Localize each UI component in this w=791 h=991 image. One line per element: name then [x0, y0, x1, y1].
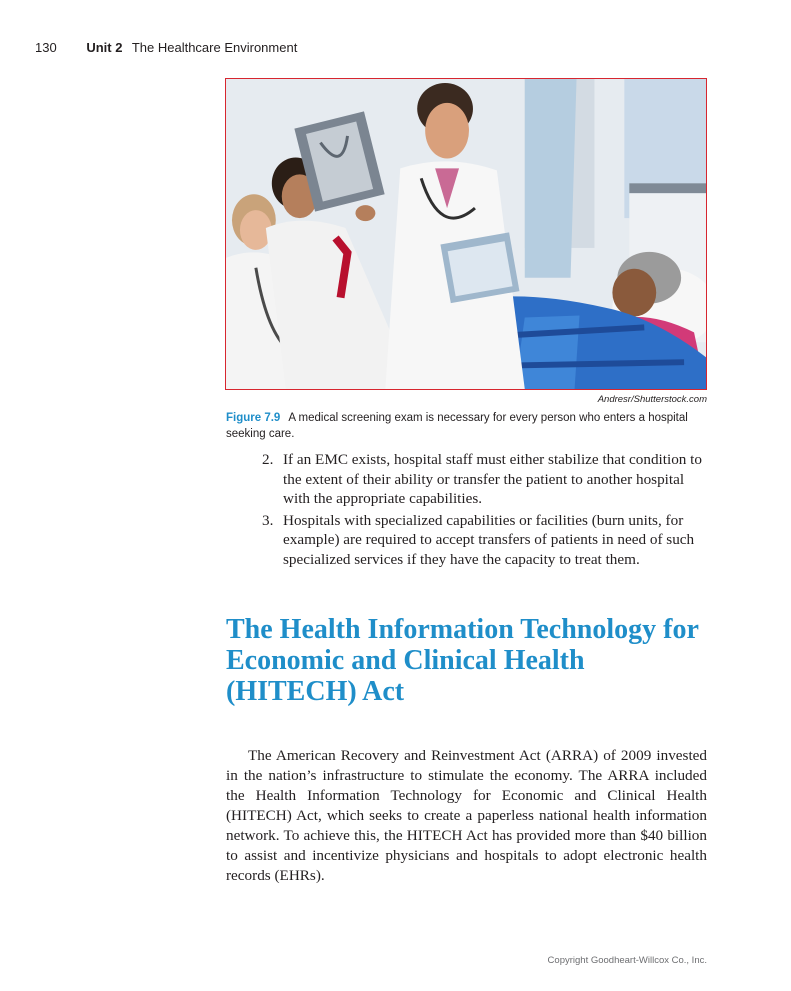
list-item-number: 3.	[262, 511, 274, 529]
figure-caption	[226, 410, 706, 442]
list-item-text: Hospitals with specialized capabilities or facilities (burn units, for example) are required to accept transfers of patients in need of such specialized services if they have the capacity to treat them.	[283, 511, 695, 568]
list-item-number: 2.	[262, 451, 274, 468]
list-item	[262, 511, 708, 570]
section-heading: The Health Information Technology for Economic and Clinical Health (HITECH) Act	[226, 614, 699, 707]
unit-label: Unit 2	[86, 40, 123, 55]
figure-photo	[225, 78, 707, 390]
requirements-list	[262, 450, 708, 571]
photo-credit: Andresr/Shutterstock.com	[597, 394, 707, 405]
list-item-text: If an EMC exists, hospital staff must either stabilize that condition to the extent of their ability or transfer the patient to another hospital with the appropriate capabilities.	[283, 451, 702, 507]
figure-caption-text: A medical screening exam is necessary for every person who enters a hospital seeking care.	[226, 412, 688, 440]
figure-label: Figure 7.9	[226, 412, 281, 424]
page-number: 130	[35, 40, 57, 55]
list-item	[262, 450, 708, 509]
copyright-footer: Copyright Goodheart-Willcox Co., Inc.	[547, 955, 707, 966]
unit-title: The Healthcare Environment	[131, 40, 298, 55]
section-body: The American Recovery and Reinvestment Act (ARRA) of 2009 invested in the nation’s infrastructure to stimulate the economy. The ARRA included the Health Information Technology for Economic and Clinical Health (HITECH) Act, which seeks to create a paperless national health information network. To achieve this, the HITECH Act has provided more than $40 billion to assist and incentivize physicians and hospitals to adopt electronic health records (EHRs).	[226, 747, 707, 884]
running-header	[35, 40, 297, 55]
medical-exam-photo	[226, 79, 706, 389]
